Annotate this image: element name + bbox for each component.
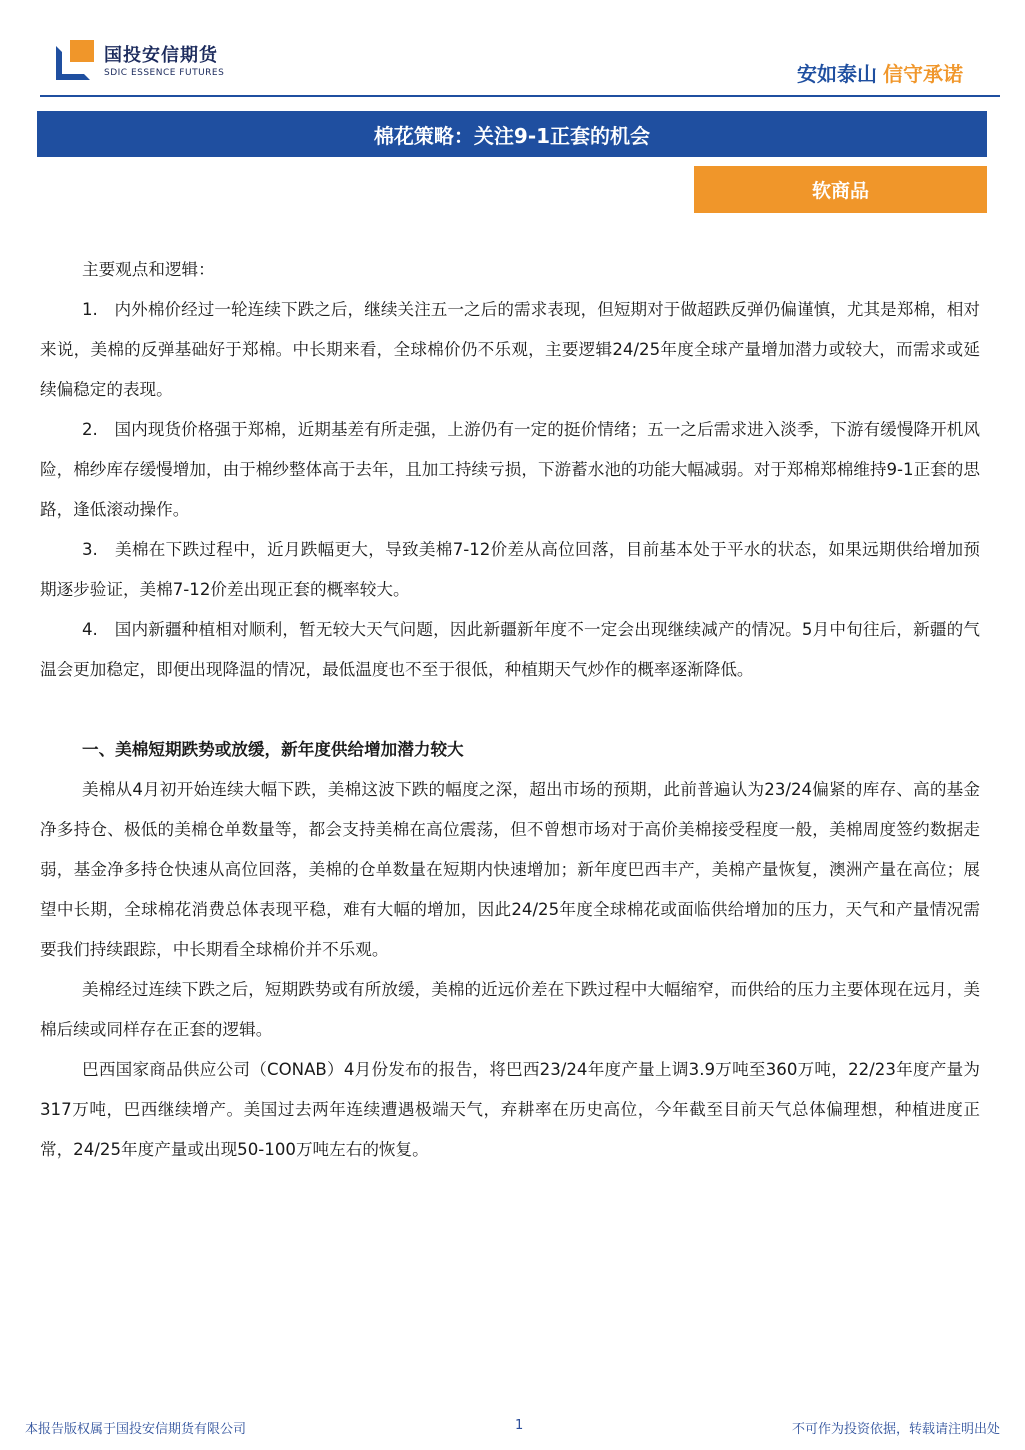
company-logo [52, 40, 224, 84]
category-tag: 软商品 [694, 166, 987, 213]
section-paragraph-2: 美棉经过连续下跌之后，短期跌势或有所放缓，美棉的近远价差在下跌过程中大幅缩窄，而供给的压力主要体现在远月，美棉后续或同样存在正套的逻辑。 [40, 980, 980, 1039]
section-paragraph-1: 美棉从4月初开始连续大幅下跌，美棉这波下跌的幅度之深，超出市场的预期，此前普遍认为23/24偏紧的库存、高的基金净多持仓、极低的美棉仓单数量等，都会支持美棉在高位震荡，但不曾想市场对于高价美棉接受程度一般，美棉周度签约数据走弱，基金净多持仓快速从高位回落，美棉的仓单数量在短期内快速增加；新年度巴西丰产，美棉产量恢复，澳洲产量在高位；展望中长期，全球棉花消费总体表现平稳，难有大幅的增加，因此24/25年度全球棉花或面临供给增加的压力，天气和产量情况需要我们持续跟踪，中长期看全球棉价并不乐观。 [40, 780, 980, 959]
spacer [40, 690, 980, 730]
point-4: 4. 国内新疆种植相对顺利，暂无较大天气问题，因此新疆新年度不一定会出现继续减产的情况。5月中旬往后，新疆的气温会更加稳定，即便出现降温的情况，最低温度也不至于很低，种植期天气炒作的概率逐渐降低。 [40, 620, 980, 679]
section-heading: 一、美棉短期跌势或放缓，新年度供给增加潜力较大 [82, 740, 464, 759]
disclaimer-notice: 不可作为投资依据，转载请注明出处 [791, 1422, 1000, 1437]
point-2: 2. 国内现货价格强于郑棉，近期基差有所走强，上游仍有一定的挺价情绪；五一之后需求进入淡季，下游有缓慢降开机风险，棉纱库存缓慢增加，由于棉纱整体高于去年，且加工持续亏损，下游蓄水池的功能大幅减弱。对于郑棉郑棉维持9-1正套的思路，逢低滚动操作。 [40, 420, 980, 519]
report-body [40, 250, 980, 1170]
report-title: 棉花策略：关注9-1正套的机会 [37, 111, 987, 157]
page-header [0, 0, 1025, 100]
intro-label: 主要观点和逻辑： [82, 260, 215, 279]
slogan-part2: 信守承诺 [883, 62, 963, 86]
slogan [797, 60, 963, 88]
slogan-part1: 安如泰山 [797, 62, 877, 86]
point-3: 3. 美棉在下跌过程中，近月跌幅更大，导致美棉7-12价差从高位回落，目前基本处于平水的状态，如果远期供给增加预期逐步验证，美棉7-12价差出现正套的概率较大。 [40, 540, 980, 599]
section-paragraph-3: 巴西国家商品供应公司（CONAB）4月份发布的报告，将巴西23/24年度产量上调3.9万吨至360万吨，22/23年度产量为317万吨，巴西继续增产。美国过去两年连续遭遇极端天气，弃耕率在历史高位，今年截至目前天气总体偏理想，种植进度正常，24/25年度产量或出现50-100万吨左右的恢复。 [40, 1060, 980, 1159]
point-1: 1. 内外棉价经过一轮连续下跌之后，继续关注五一之后的需求表现，但短期对于做超跌反弹仍偏谨慎，尤其是郑棉，相对来说，美棉的反弹基础好于郑棉。中长期来看，全球棉价仍不乐观，主要逻辑24/25年度全球产量增加潜力或较大，而需求或延续偏稳定的表现。 [40, 300, 980, 399]
page-footer [25, 1412, 1000, 1440]
page-number: 1 [515, 1418, 524, 1433]
copyright-notice: 本报告版权属于国投安信期货有限公司 [25, 1422, 247, 1437]
logo-english-name: SDIC ESSENCE FUTURES [104, 68, 225, 78]
header-divider [40, 95, 1000, 97]
logo-chinese-name: 国投安信期货 [104, 45, 218, 66]
logo-mark-icon [52, 40, 96, 84]
